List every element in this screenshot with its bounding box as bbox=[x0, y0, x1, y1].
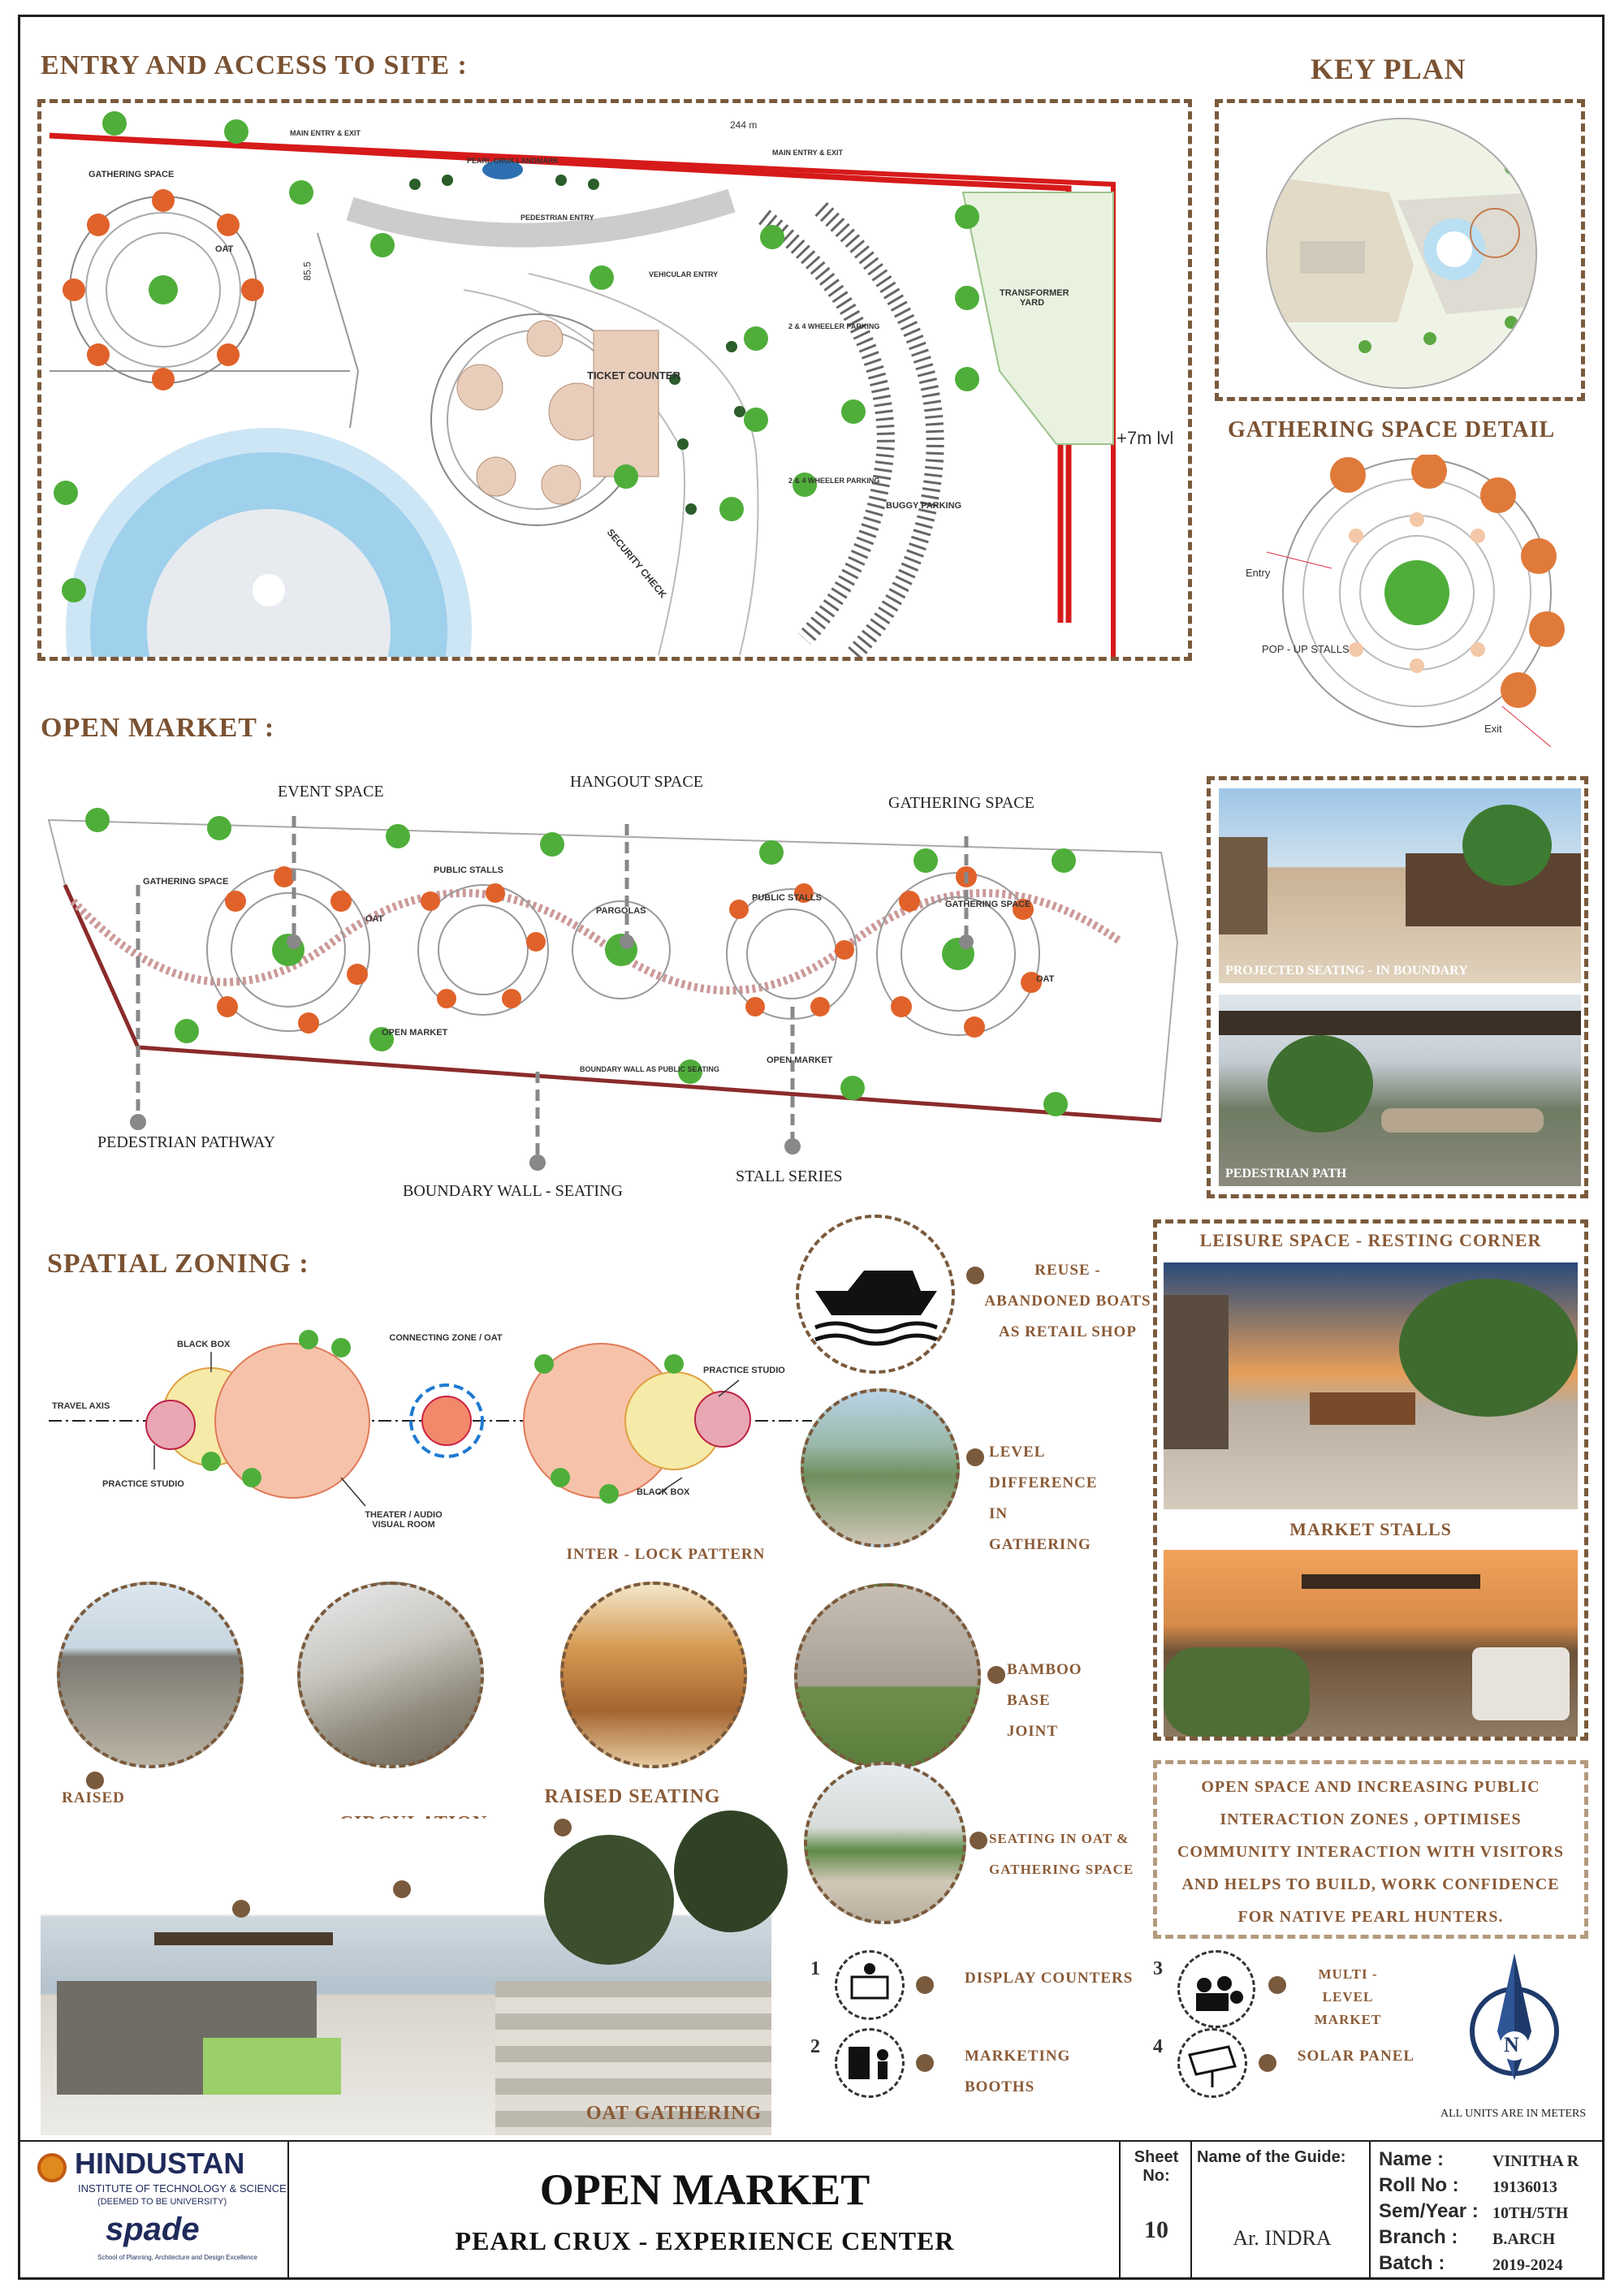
market-stalls-photo bbox=[1164, 1550, 1578, 1737]
label-buggy-parking: BUGGY PARKING bbox=[886, 501, 962, 511]
open-market-title: OPEN MARKET : bbox=[41, 713, 275, 743]
label-gathering-space: GATHERING SPACE bbox=[89, 170, 175, 179]
tree-shape-4 bbox=[674, 1810, 788, 1932]
bench-shape bbox=[1381, 1108, 1544, 1133]
legend-num-1: 1 bbox=[810, 1958, 821, 1979]
name-value: VINITHA R bbox=[1492, 2152, 1579, 2170]
label-practice-studio-1: PRACTICE STUDIO bbox=[703, 1366, 785, 1375]
boat-icon-circle bbox=[796, 1215, 955, 1374]
label-public-stalls-2: PUBLIC STALLS bbox=[752, 893, 822, 903]
label-gathering-space-left: GATHERING SPACE bbox=[143, 877, 229, 887]
label-security-check: SECURITY CHECK bbox=[604, 526, 669, 601]
tree-shape-3 bbox=[544, 1835, 674, 1965]
podium-marker-dot bbox=[232, 1900, 250, 1918]
institute-sub2: (DEEMED TO BE UNIVERSITY) bbox=[97, 2197, 227, 2207]
interlock-photo bbox=[560, 1582, 747, 1768]
label-dimension-top: 244 m bbox=[730, 119, 758, 131]
student-labels bbox=[1379, 2147, 1479, 2277]
gathering-detail-title: GATHERING SPACE DETAIL bbox=[1228, 417, 1556, 442]
lawn-shape bbox=[203, 2038, 341, 2095]
site-plan-box bbox=[37, 99, 1192, 661]
school-sub: School of Planning, Architecture and Design Excellence bbox=[97, 2254, 258, 2261]
boat-icon bbox=[799, 1218, 953, 1372]
sheet-title: OPEN MARKET bbox=[539, 2165, 870, 2214]
legend-dot-1 bbox=[916, 1976, 934, 1994]
label-pedestrian-entry: PEDESTRIAN ENTRY bbox=[520, 214, 594, 222]
leisure-photo bbox=[1164, 1262, 1578, 1509]
legend-label-1: DISPLAY COUNTERS bbox=[965, 1970, 1134, 1987]
label-level: +7m lvl bbox=[1116, 428, 1174, 448]
level-dot bbox=[966, 1448, 984, 1466]
seating-steps-photo bbox=[297, 1582, 484, 1768]
batch-label: Batch : bbox=[1379, 2252, 1445, 2274]
reuse-boats-label: REUSE - ABANDONED BOATS AS RETAIL SHOP bbox=[984, 1262, 1151, 1340]
label-boundary-wall-public: BOUNDARY WALL AS PUBLIC SEATING bbox=[580, 1065, 719, 1073]
label-pargolas: PARGOLAS bbox=[596, 906, 646, 916]
sem-label: Sem/Year : bbox=[1379, 2200, 1479, 2222]
label-black-box-2: BLACK BOX bbox=[637, 1487, 690, 1497]
legend-num-4: 4 bbox=[1153, 2036, 1164, 2057]
legend-dot-2 bbox=[916, 2054, 934, 2072]
plants-shape bbox=[1164, 1647, 1310, 1737]
branch-label: Branch : bbox=[1379, 2226, 1458, 2248]
label-practice-studio-2: PRACTICE STUDIO bbox=[102, 1479, 184, 1489]
seating-oat-photo bbox=[804, 1762, 966, 1924]
label-theater: THEATER / AUDIO VISUAL ROOM bbox=[365, 1510, 443, 1530]
tree-shape bbox=[1462, 805, 1552, 886]
leisure-title: LEISURE SPACE - RESTING CORNER bbox=[1199, 1230, 1542, 1250]
projected-seating-photo bbox=[1219, 788, 1581, 983]
roll-label: Roll No : bbox=[1379, 2174, 1459, 2196]
name-label: Name : bbox=[1379, 2148, 1445, 2170]
label-pedestrian-pathway: PEDESTRIAN PATHWAY bbox=[97, 1133, 276, 1151]
oat-gathering-label: OAT GATHERING bbox=[585, 2103, 762, 2124]
label-connecting-zone: CONNECTING ZONE / OAT bbox=[389, 1333, 503, 1343]
leisure-box bbox=[1153, 1219, 1588, 1741]
sheet-number: 10 bbox=[1144, 2216, 1168, 2243]
roof-shape-2 bbox=[1302, 1574, 1480, 1589]
entry-section-title: ENTRY AND ACCESS TO SITE : bbox=[41, 50, 468, 80]
legend-num-2: 2 bbox=[810, 2036, 821, 2057]
label-oat-1: OAT bbox=[365, 914, 384, 924]
legend-label-4: SOLAR PANEL bbox=[1297, 2048, 1415, 2065]
interlock-label: INTER - LOCK PATTERN bbox=[566, 1546, 766, 1563]
bench-shape-2 bbox=[1310, 1392, 1415, 1425]
label-vehicular-entry: VEHICULAR ENTRY bbox=[649, 270, 719, 278]
key-plan-title: KEY PLAN bbox=[1311, 53, 1466, 85]
units-note: ALL UNITS ARE IN METERS bbox=[1440, 2108, 1587, 2120]
label-oat: OAT bbox=[215, 244, 234, 254]
label-public-stalls-1: PUBLIC STALLS bbox=[434, 865, 503, 875]
gathering-detail-plan bbox=[1226, 455, 1600, 779]
building-shape-2 bbox=[1164, 1295, 1229, 1449]
tree-shape-2 bbox=[1268, 1035, 1373, 1133]
north-arrow bbox=[1453, 1950, 1575, 2104]
legend-dot-4 bbox=[1259, 2054, 1276, 2072]
label-open-market-1: OPEN MARKET bbox=[382, 1028, 448, 1038]
label-dimension-side: 85.5 bbox=[301, 261, 313, 281]
zoning-diagram bbox=[41, 1315, 828, 1551]
display-counter-icon bbox=[835, 1950, 905, 2020]
market-stalls-title: MARKET STALLS bbox=[1289, 1519, 1452, 1539]
reuse-dot bbox=[966, 1267, 984, 1284]
pedestrian-path-photo bbox=[1219, 995, 1581, 1186]
student-values bbox=[1492, 2148, 1579, 2278]
level-difference-photo bbox=[801, 1388, 960, 1547]
branch-value: B.ARCH bbox=[1492, 2230, 1556, 2248]
label-gathering-space-right: GATHERING SPACE bbox=[945, 900, 1031, 909]
label-gathering-space-top: GATHERING SPACE bbox=[888, 794, 1034, 812]
note-text: OPEN SPACE AND INCREASING PUBLIC INTERACTION ZONES , OPTIMISES COMMUNITY INTERACTION WITH VISITORS AND HELPS TO BUILD, WORK CONFIDENCE FOR NATIVE PEARL HUNTERS. bbox=[1177, 1778, 1564, 1926]
label-parking-2: 2 & 4 WHEELER PARKING bbox=[788, 477, 880, 485]
raised-seating-label: RAISED SEATING bbox=[544, 1786, 721, 1807]
open-market-plan bbox=[41, 773, 1194, 1202]
institute-name: HINDUSTAN bbox=[75, 2147, 245, 2180]
label-travel-axis: TRAVEL AXIS bbox=[52, 1401, 110, 1411]
podium-photo bbox=[57, 1582, 244, 1768]
label-black-box-1: BLACK BOX bbox=[177, 1340, 231, 1349]
label-stall-series: STALL SERIES bbox=[736, 1167, 843, 1185]
legend-label-3: MULTI - LEVEL MARKET bbox=[1314, 1966, 1382, 2027]
sem-value: 10TH/5TH bbox=[1492, 2204, 1569, 2222]
tree-shape-5 bbox=[1399, 1279, 1578, 1417]
roof-shape bbox=[1219, 1011, 1581, 1035]
raised-podium-label: RAISED bbox=[62, 1789, 125, 1806]
label-boundary-wall-seating: BOUNDARY WALL - SEATING bbox=[403, 1182, 623, 1200]
multi-level-market-icon bbox=[1177, 1950, 1255, 2028]
institute-logo-icon bbox=[37, 2153, 67, 2182]
bamboo-joint-photo bbox=[794, 1583, 981, 1770]
bamboo-dot bbox=[987, 1666, 1005, 1684]
level-difference-label: LEVEL DIFFERENCE IN GATHERING bbox=[989, 1444, 1098, 1553]
legend-label-2: MARKETING BOOTHS bbox=[965, 2048, 1071, 2095]
batch-value: 2019-2024 bbox=[1492, 2256, 1563, 2274]
north-arrow-icon bbox=[1453, 1950, 1575, 2088]
label-main-entry-1: MAIN ENTRY & EXIT bbox=[290, 129, 361, 137]
label-landmark: PEARL CRUX LANDMARK bbox=[467, 157, 559, 165]
guide-name: Ar. INDRA bbox=[1233, 2226, 1332, 2250]
key-plan-map bbox=[1266, 118, 1537, 389]
solar-panel-icon bbox=[1177, 2028, 1247, 2098]
label-oat-2: OAT bbox=[1036, 974, 1055, 984]
gathering-detail-drawing bbox=[1226, 455, 1600, 779]
counter-shape bbox=[1472, 1647, 1570, 1720]
key-plan-drawing bbox=[1268, 119, 1535, 387]
label-pop-up-stalls: POP - UP STALLS bbox=[1262, 643, 1350, 655]
seating-oat-dot bbox=[970, 1832, 987, 1849]
label-hangout-space: HANGOUT SPACE bbox=[570, 773, 703, 791]
raised-seating-dot bbox=[554, 1819, 572, 1836]
section-render bbox=[41, 1819, 771, 2135]
projected-seating-caption: PROJECTED SEATING - IN BOUNDARY bbox=[1225, 964, 1468, 978]
label-main-entry-2: MAIN ENTRY & EXIT bbox=[772, 149, 844, 157]
circulation-dot bbox=[393, 1880, 411, 1898]
institute-sub1: INSTITUTE OF TECHNOLOGY & SCIENCE bbox=[78, 2182, 287, 2195]
label-exit: Exit bbox=[1484, 723, 1502, 735]
roll-value: 19136013 bbox=[1492, 2178, 1557, 2196]
north-letter: N bbox=[1504, 2033, 1519, 2056]
spatial-zoning-title: SPATIAL ZONING : bbox=[47, 1249, 309, 1279]
bamboo-joint-label: BAMBOO BASE JOINT bbox=[1007, 1661, 1082, 1740]
label-event-space: EVENT SPACE bbox=[278, 783, 384, 801]
label-parking-1: 2 & 4 WHEELER PARKING bbox=[788, 322, 880, 330]
key-plan-box bbox=[1215, 99, 1585, 401]
school-logo: spade bbox=[106, 2212, 200, 2247]
sheet-subtitle: PEARL CRUX - EXPERIENCE CENTER bbox=[455, 2226, 955, 2255]
legend-dot-3 bbox=[1268, 1976, 1286, 1994]
market-photos-box bbox=[1207, 776, 1588, 1198]
guide-label: Name of the Guide: bbox=[1197, 2148, 1346, 2166]
marketing-booth-icon bbox=[835, 2028, 905, 2098]
pedestrian-path-caption: PEDESTRIAN PATH bbox=[1225, 1167, 1347, 1180]
label-transformer-yard: TRANSFORMER YARD bbox=[1000, 288, 1069, 308]
sheet-label: Sheet No: bbox=[1134, 2148, 1179, 2185]
note-box bbox=[1153, 1760, 1588, 1939]
pergola-shape bbox=[154, 1932, 333, 1945]
label-ticket-counter: TICKET COUNTER bbox=[587, 369, 680, 382]
legend-num-3: 3 bbox=[1153, 1958, 1164, 1979]
label-entry: Entry bbox=[1246, 567, 1271, 579]
seating-oat-label: SEATING IN OAT & GATHERING SPACE bbox=[989, 1831, 1134, 1877]
wall-shape bbox=[1219, 837, 1268, 934]
label-open-market-2: OPEN MARKET bbox=[767, 1055, 833, 1065]
